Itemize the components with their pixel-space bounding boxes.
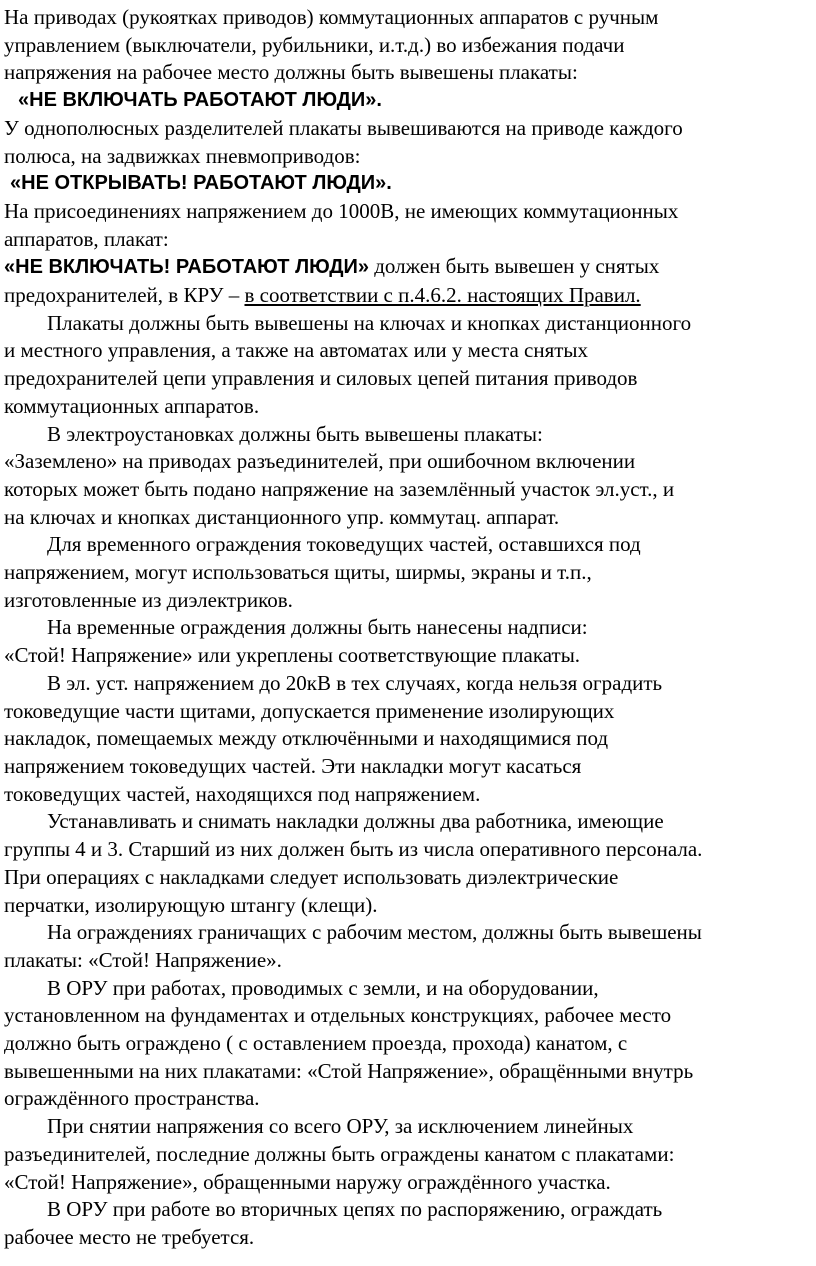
- text-line: На присоединениях напряжением до 1000В, не имеющих коммутационных: [4, 198, 679, 223]
- warning-inline: «НЕ ВКЛЮЧАТЬ! РАБОТАЮТ ЛЮДИ»: [4, 256, 369, 279]
- text-line: В ОРУ при работах, проводимых с земли, и на оборудовании,: [47, 975, 599, 1000]
- rules-reference: в соответствии с п.4.6.2. настоящих Правил.: [244, 283, 641, 308]
- text-line: На ограждениях граничащих с рабочим местом, должны быть вывешены: [47, 920, 702, 945]
- text-line: ограждённого пространства.: [4, 1086, 260, 1111]
- text-line: На приводах (рукоятках приводов) коммутационных аппаратов с ручным: [4, 5, 659, 29]
- text-line: предохранителей цепи управления и силовых цепей питания приводов: [4, 366, 638, 391]
- text-line: Для временного ограждения токоведущих частей, оставшихся под: [47, 532, 641, 557]
- text-line: разъединителей, последние должны быть ограждены канатом с плакатами:: [4, 1141, 675, 1166]
- text-line: [4, 282, 810, 310]
- text-line: В электроустановках должны быть вывешены плакаты:: [47, 421, 543, 446]
- text-line: При операциях с накладками следует использовать диэлектрические: [4, 864, 619, 889]
- text-line: накладок, помещаемых между отключёнными и находящимися под: [4, 726, 609, 751]
- text-line: плакаты: «Стой! Напряжение».: [4, 947, 282, 972]
- text-line: рабочее место не требуется.: [4, 1224, 255, 1249]
- text-line: напряжением токоведущих частей. Эти накладки могут касаться: [4, 753, 582, 778]
- text-line: группы 4 и 3. Старший из них должен быть из числа оперативного персонала.: [4, 837, 703, 862]
- text-line: «Стой! Напряжение», обращенными наружу ограждённого участка.: [4, 1169, 611, 1194]
- text-span: должен быть вывешен у снятых: [368, 254, 660, 279]
- text-line: Устанавливать и снимать накладки должны два работника, имеющие: [47, 809, 664, 834]
- text-line: установленном на фундаментах и отдельных конструкциях, рабочее место: [4, 1003, 672, 1028]
- text-line: управлением (выключатели, рубильники, и.т.д.) во избежания подачи: [4, 32, 625, 57]
- text-line: В эл. уст. напряжением до 20кВ в тех случаях, когда нельзя оградить: [47, 670, 663, 695]
- text-line: напряжением, могут использоваться щиты, ширмы, экраны и т.п.,: [4, 560, 592, 585]
- text-line: изготовленные из диэлектриков.: [4, 587, 293, 612]
- text-line: вывешенными на них плакатами: «Стой Напряжение», обращёнными внутрь: [4, 1058, 694, 1083]
- text-line: на ключах и кнопках дистанционного упр. коммутац. аппарат.: [4, 504, 560, 529]
- text-line: токоведущие части щитами, допускается применение изолирующих: [4, 698, 615, 723]
- text-line: «Заземлено» на приводах разъединителей, при ошибочном включении: [4, 449, 636, 474]
- text-line: аппаратов, плакат:: [4, 226, 169, 251]
- text-line: полюса, на задвижках пневмоприводов:: [4, 143, 361, 168]
- text-line: У однополюсных разделителей плакаты вывешиваются на приводе каждого: [4, 115, 683, 140]
- warning-heading-1: «НЕ ВКЛЮЧАТЬ РАБОТАЮТ ЛЮДИ».: [18, 89, 382, 112]
- text-line: должно быть ограждено ( с оставлением проезда, прохода) канатом, с: [4, 1031, 628, 1056]
- text-line: и местного управления, а также на автоматах или у места снятых: [4, 338, 589, 363]
- text-line: При снятии напряжения со всего ОРУ, за исключением линейных: [47, 1114, 634, 1139]
- text-span: предохранителей, в КРУ –: [4, 283, 245, 308]
- text-line: коммутационных аппаратов.: [4, 393, 260, 418]
- text-line: перчатки, изолирующую штангу (клещи).: [4, 892, 378, 917]
- text-line: На временные ограждения должны быть нанесены надписи:: [47, 615, 588, 640]
- warning-heading-2: «НЕ ОТКРЫВАТЬ! РАБОТАЮТ ЛЮДИ».: [10, 172, 392, 195]
- text-line: [4, 253, 810, 282]
- text-line: «Стой! Напряжение» или укреплены соответствующие плакаты.: [4, 643, 581, 668]
- text-line: токоведущих частей, находящихся под напряжением.: [4, 781, 481, 806]
- text-line: напряжения на рабочее место должны быть вывешены плакаты:: [4, 60, 578, 85]
- text-line: Плакаты должны быть вывешены на ключах и кнопках дистанционного: [47, 310, 692, 335]
- text-line: которых может быть подано напряжение на заземлённый участок эл.уст., и: [4, 476, 675, 501]
- text-line: В ОРУ при работе во вторичных цепях по распоряжению, ограждать: [47, 1197, 663, 1222]
